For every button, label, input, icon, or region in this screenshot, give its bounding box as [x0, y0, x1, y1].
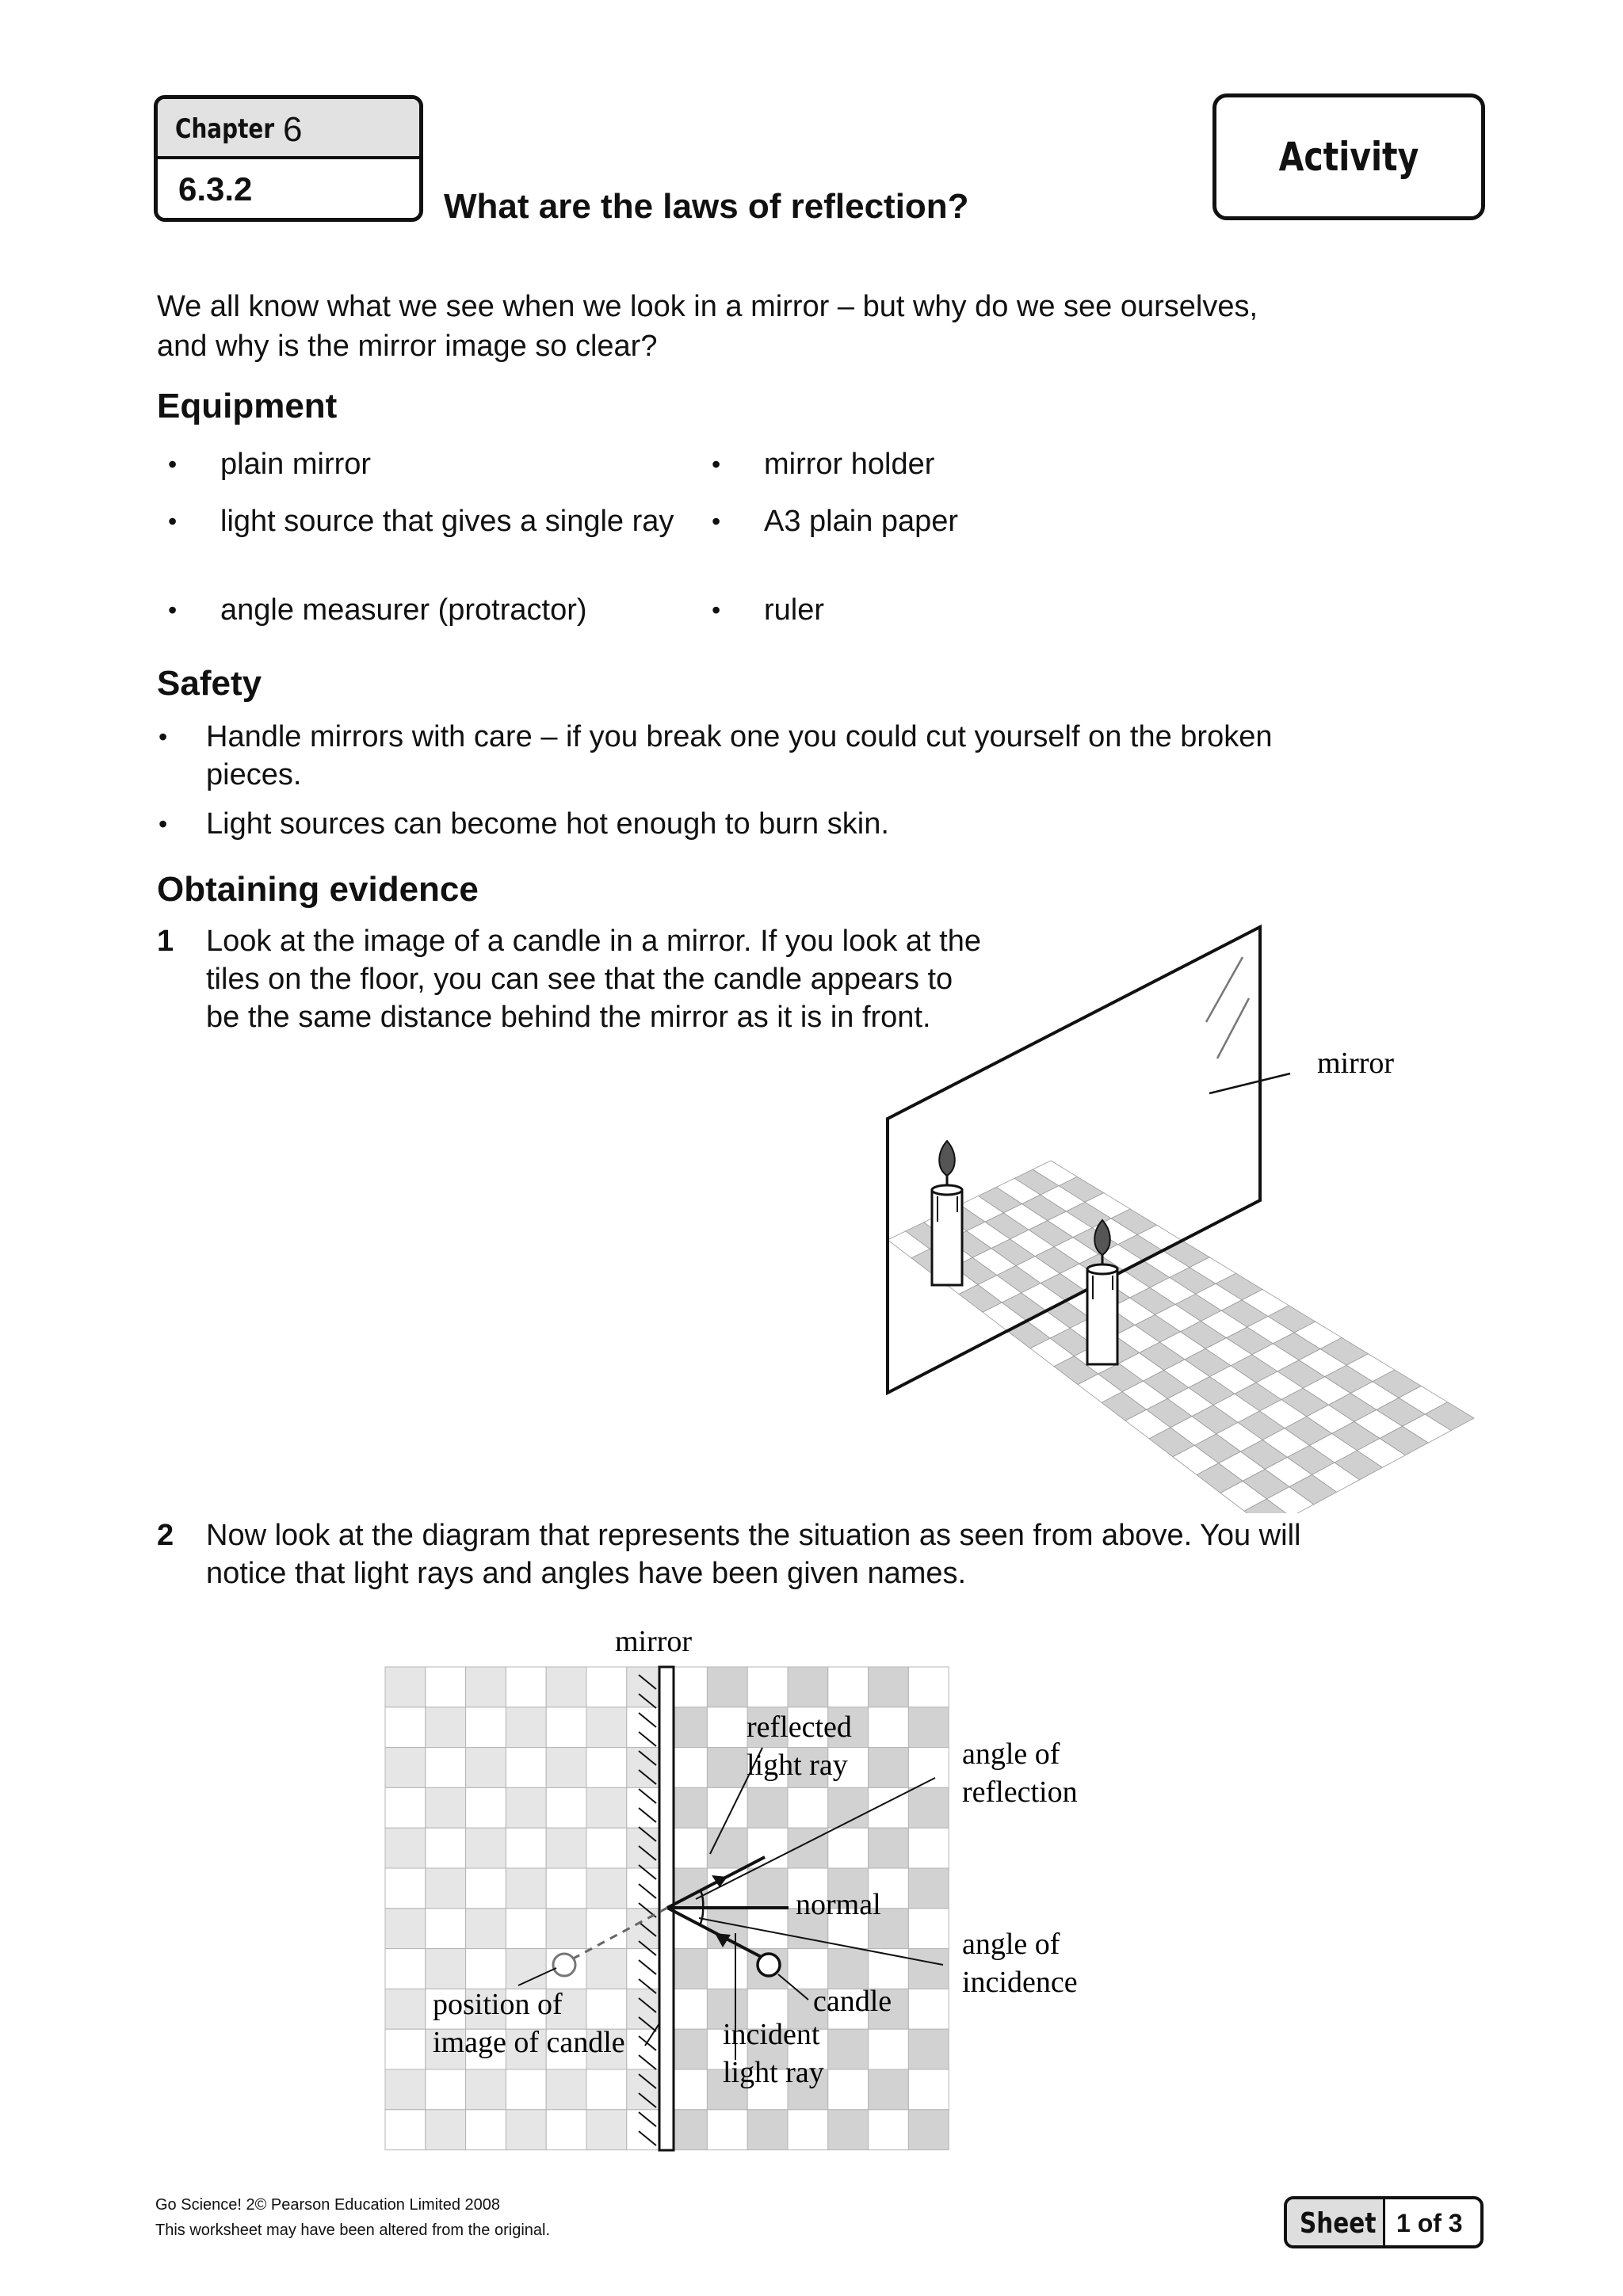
step-number: 1: [157, 925, 174, 958]
grid-tile: [586, 2069, 627, 2110]
grid-tile: [908, 1949, 949, 1989]
activity-box: [1212, 93, 1485, 220]
equipment-heading: Equipment: [157, 387, 338, 425]
grid-tile: [506, 2110, 546, 2150]
activity-label: Activity: [1278, 134, 1419, 180]
grid-tile: [747, 1667, 788, 1707]
grid-tile: [788, 1828, 828, 1868]
grid-tile: [506, 1748, 546, 1788]
copyright-line: Go Science! 2© Pearson Education Limited 2008: [155, 2196, 500, 2214]
angle-reflection-label-1: angle of: [962, 1737, 1060, 1771]
grid-tile: [506, 1909, 546, 1949]
step-text: Look at the image of a candle in a mirror. If you look at the tiles on the floor, you can see that the candle appears to be the same distance behind the mirror as it is in front.: [206, 925, 981, 1034]
grid-tile: [466, 1949, 506, 1989]
grid-tile: [788, 1949, 828, 1989]
grid-tile: [828, 1949, 869, 1989]
mirror-perspective-figure: [856, 911, 1506, 1513]
grid-tile: [788, 1787, 828, 1828]
grid-tile: [426, 1909, 466, 1949]
grid-tile: [747, 1787, 788, 1828]
reflection-top-view-figure: [372, 1616, 1133, 2163]
grid-tile: [385, 2029, 426, 2069]
grid-tile: [385, 2110, 426, 2150]
grid-tile: [908, 2029, 949, 2069]
grid-tile: [385, 1748, 426, 1788]
grid-tile: [546, 2069, 586, 2110]
grid-tile: [908, 1667, 949, 1707]
grid-tile: [908, 1787, 949, 1828]
grid-tile: [426, 1828, 466, 1868]
angle-incidence-label-2: incidence: [962, 1966, 1078, 1999]
chapter-box: [154, 95, 423, 222]
grid-tile: [586, 1707, 627, 1748]
grid-tile: [506, 2069, 546, 2110]
grid-tile: [707, 2110, 747, 2150]
grid-tile: [586, 1787, 627, 1828]
image-circle: [553, 1954, 575, 1976]
sheet-box: [1284, 2196, 1484, 2248]
grid-tile: [869, 1707, 909, 1748]
grid-tile: [385, 1828, 426, 1868]
grid-tile: [385, 1787, 426, 1828]
grid-tile: [385, 1989, 426, 2029]
reflected-ray-label-2: light ray: [747, 1749, 848, 1782]
grid-tile: [908, 2110, 949, 2150]
grid-tile: [908, 1909, 949, 1949]
safety-item: • Handle mirrors with care – if you break one you could cut yourself on the broken pieces.: [158, 720, 1273, 791]
grid-tile: [426, 2069, 466, 2110]
incident-ray-label-2: light ray: [723, 2056, 824, 2089]
grid-tile: [586, 1989, 627, 2029]
grid-tile: [466, 1787, 506, 1828]
grid-tile: [385, 1667, 426, 1707]
chapter-box-top: [158, 99, 419, 159]
grid-tile: [385, 1949, 426, 1989]
grid-tile: [546, 1707, 586, 1748]
grid-tile: [426, 1667, 466, 1707]
grid-tile: [426, 2110, 466, 2150]
grid-tile: [385, 1868, 426, 1909]
grid-tile: [788, 1667, 828, 1707]
safety-heading: Safety: [157, 664, 262, 703]
mirror-label: mirror: [615, 1625, 693, 1658]
chapter-number: 6: [283, 110, 303, 149]
chapter-label: Chapter: [175, 113, 275, 145]
grid-tile: [747, 1868, 788, 1909]
mirror-glint: [1217, 998, 1249, 1058]
grid-tile: [908, 2069, 949, 2110]
grid-tile: [385, 2069, 426, 2110]
grid-tile: [707, 1707, 747, 1748]
grid-tile: [466, 2069, 506, 2110]
grid-tile: [869, 1828, 909, 1868]
grid-tile: [869, 2069, 909, 2110]
grid-tile: [828, 2110, 869, 2150]
grid-tile: [707, 1949, 747, 1989]
grid-tile: [908, 1828, 949, 1868]
grid-tile: [466, 1667, 506, 1707]
grid-tile: [869, 2110, 909, 2150]
grid-tile: [426, 1949, 466, 1989]
grid-tile: [869, 2029, 909, 2069]
section-number: 6.3.2: [178, 170, 253, 208]
safety-list: [158, 718, 1308, 854]
grid-tile: [466, 2110, 506, 2150]
mirror-label: mirror: [1317, 1047, 1395, 1080]
grid-tile: [707, 1787, 747, 1828]
grid-tile: [586, 1748, 627, 1788]
floor-tiles: [888, 1161, 1474, 1513]
grid-tile: [546, 1748, 586, 1788]
grid-tile: [426, 1707, 466, 1748]
grid-tile: [586, 1868, 627, 1909]
grid-tile: [869, 1748, 909, 1788]
grid-tile: [546, 1909, 586, 1949]
grid-tile: [828, 2069, 869, 2110]
grid-tile: [426, 1868, 466, 1909]
grid-tile: [908, 1989, 949, 2029]
grid-tile: [506, 1868, 546, 1909]
grid-tile: [466, 1707, 506, 1748]
sheet-label: Sheet: [1300, 2207, 1377, 2240]
mirror-glint: [1206, 957, 1243, 1022]
image-position-label-1: position of: [433, 1988, 563, 2021]
grid-tile: [788, 2110, 828, 2150]
grid-tile: [506, 1787, 546, 1828]
grid-tile: [506, 1828, 546, 1868]
grid-tile: [466, 1909, 506, 1949]
alteration-notice: This worksheet may have been altered from the original.: [155, 2222, 551, 2239]
grid-tile: [828, 1828, 869, 1868]
sheet-number: 1 of 3: [1396, 2209, 1463, 2237]
step-text: Now look at the diagram that represents the situation as seen from above. You will notice that light rays and angles have been given names.: [206, 1519, 1301, 1590]
grid-tile: [707, 1667, 747, 1707]
angle-reflection-label-2: reflection: [962, 1775, 1078, 1809]
incident-ray-label-1: incident: [723, 2018, 820, 2051]
grid-tile: [546, 1787, 586, 1828]
grid-tile: [546, 1828, 586, 1868]
grid-tile: [546, 1868, 586, 1909]
grid-tile: [466, 1868, 506, 1909]
normal-label: normal: [796, 1888, 881, 1921]
page-title: What are the laws of reflection?: [444, 187, 969, 226]
safety-item: • Light sources can become hot enough to burn skin.: [158, 807, 889, 841]
grid-tile: [586, 1667, 627, 1707]
grid-tile: [586, 1949, 627, 1989]
grid-tile: [707, 1868, 747, 1909]
grid-tile: [385, 1909, 426, 1949]
grid-tile: [586, 2110, 627, 2150]
grid-tile: [426, 1748, 466, 1788]
step-2: [157, 1516, 1346, 1604]
grid-tile: [506, 1667, 546, 1707]
angle-incidence-label-1: angle of: [962, 1928, 1060, 1961]
grid-tile: [869, 1667, 909, 1707]
grid-tile: [586, 1909, 627, 1949]
intro-paragraph: We all know what we see when we look in a mirror – but why do we see ourselves, and why is the mirror image so clear?: [157, 290, 1258, 363]
grid-tile: [466, 1828, 506, 1868]
grid-tile: [426, 1787, 466, 1828]
grid-tile: [466, 1748, 506, 1788]
candle-label: candle: [813, 1985, 892, 2018]
candle-image: [932, 1141, 962, 1285]
grid-tile: [546, 1667, 586, 1707]
grid-tile: [586, 1828, 627, 1868]
reflected-ray-label-1: reflected: [747, 1711, 852, 1744]
grid-tile: [385, 1707, 426, 1748]
grid-tile: [828, 2029, 869, 2069]
grid-tile: [506, 1707, 546, 1748]
grid-tile: [506, 1949, 546, 1989]
mirror-leader-line: [1209, 1074, 1290, 1093]
candle-circle: [758, 1954, 780, 1976]
grid-tile: [747, 2110, 788, 2150]
grid-tile: [908, 1868, 949, 1909]
sheet-label-cell: [1287, 2199, 1385, 2245]
evidence-heading: Obtaining evidence: [157, 870, 479, 909]
grid-tile: [707, 1748, 747, 1788]
step-number: 2: [157, 1519, 174, 1552]
grid-tile: [908, 1707, 949, 1748]
grid-tile: [828, 1667, 869, 1707]
grid-tile: [546, 2110, 586, 2150]
grid-tile: [707, 1909, 747, 1949]
image-position-label-2: image of candle: [433, 2026, 625, 2059]
